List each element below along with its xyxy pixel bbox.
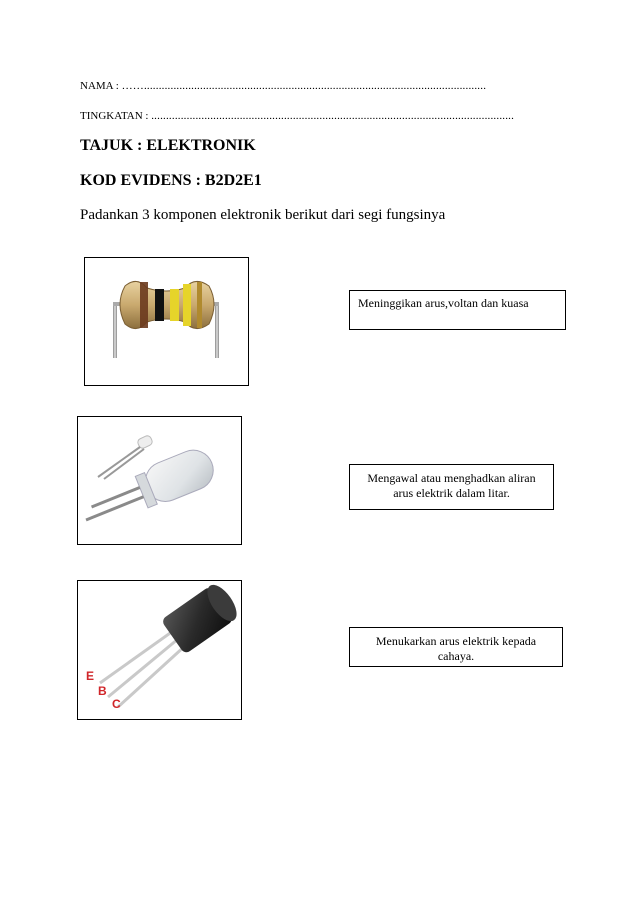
- answer-box-1[interactable]: Meninggikan arus,voltan dan kuasa: [349, 290, 566, 330]
- tingkatan-field[interactable]: [80, 110, 545, 122]
- led-icon: [78, 417, 241, 544]
- nama-label: NAMA :: [80, 80, 119, 92]
- answer-box-3[interactable]: Menukarkan arus elektrik kepada cahaya.: [349, 627, 563, 667]
- answer-box-2[interactable]: Mengawal atau menghadkan aliran arus elektrik dalam litar.: [349, 464, 554, 510]
- pin-label-c: C: [112, 697, 121, 711]
- nama-dots: ……....................................................................................................................: [121, 80, 487, 92]
- tingkatan-label: TINGKATAN :: [80, 110, 149, 122]
- transistor-icon: [78, 581, 241, 719]
- nama-field[interactable]: [80, 80, 545, 92]
- led-image-box: [77, 416, 242, 545]
- resistor-image-box: [84, 257, 249, 386]
- tajuk-heading: TAJUK : ELEKTRONIK: [80, 137, 256, 154]
- instruction-text: Padankan 3 komponen elektronik berikut dari segi fungsinya: [80, 207, 446, 223]
- resistor-icon: [85, 258, 248, 385]
- tingkatan-dots: ...........................................................................................................................: [151, 110, 515, 122]
- transistor-image-box: [77, 580, 242, 720]
- kod-evidens-heading: KOD EVIDENS : B2D2E1: [80, 172, 262, 189]
- pin-label-b: B: [98, 684, 107, 698]
- pin-label-e: E: [86, 669, 95, 683]
